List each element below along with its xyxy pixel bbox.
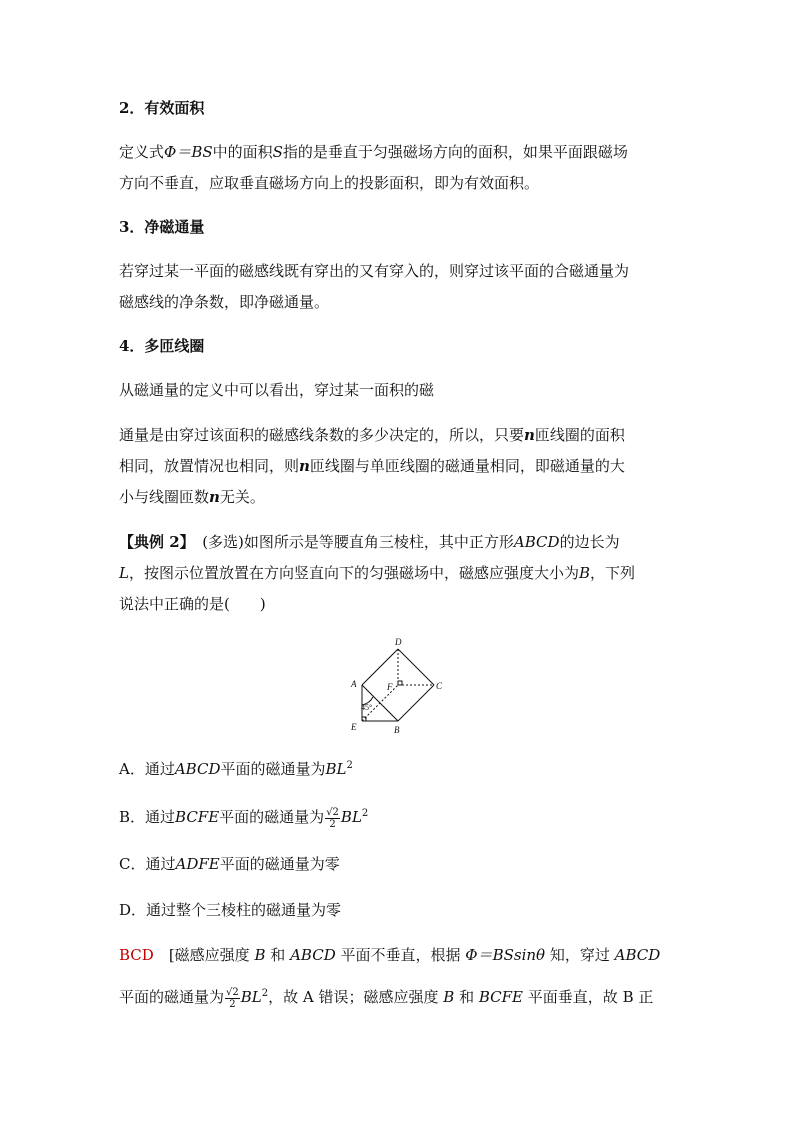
option-b: B．通过BCFE平面的磁通量为 $\frac{√2}{2}$ $BL^2$ xyxy=(119,806,369,830)
heading-effective-area: 2．有效面积 xyxy=(119,99,205,117)
label-e: E xyxy=(351,722,357,732)
heading-net-flux: 3．净磁通量 xyxy=(119,218,205,236)
example-line2: L，按图示位置放置在方向竖直向下的匀强磁场中，磁感应强度大小为B，下列 xyxy=(119,564,636,582)
answer-line1: BCD [磁感应强度 B 和 ABCD 平面不垂直，根据 Φ＝BSsinθ 知，穿过 ABCD xyxy=(119,946,661,964)
paragraph-effective-area-line1: 定义式Φ＝BS中的面积S指的是垂直于匀强磁场方向的面积，如果平面跟磁场 xyxy=(119,143,628,161)
paragraph-multi-turn-line4: 小与线圈匝数n无关。 xyxy=(119,488,265,506)
right-angle-mark-f xyxy=(398,681,402,685)
heading-multi-turn-coil: 4．多匝线圈 xyxy=(119,337,205,355)
label-f: F xyxy=(387,682,393,692)
paragraph-effective-area-line2: 方向不垂直，应取垂直磁场方向上的投影面积，即为有效面积。 xyxy=(119,174,540,192)
option-d: D．通过整个三棱柱的磁通量为零 xyxy=(119,901,342,919)
answer-key: BCD xyxy=(119,946,154,964)
label-a: A xyxy=(351,679,357,689)
example-line1: 【典例 2】 (多选)如图所示是等腰直角三棱柱，其中正方形ABCD的边长为 xyxy=(119,533,620,551)
triangular-prism-figure xyxy=(338,633,450,739)
label-angle-45: 45° xyxy=(361,703,373,712)
label-c: C xyxy=(436,681,443,691)
fraction-sqrt2-over-2: $\frac{√2}{2}$ xyxy=(326,806,339,830)
option-c: C．通过ADFE平面的磁通量为零 xyxy=(119,855,340,873)
paragraph-multi-turn-line1: 从磁通量的定义中可以看出，穿过某一面积的磁 xyxy=(119,381,435,399)
edge-dc xyxy=(398,649,434,685)
edge-cb xyxy=(398,685,434,721)
edge-ad xyxy=(362,649,398,685)
label-d: D xyxy=(395,637,402,647)
option-a: A．通过ABCD平面的磁通量为$BL^2$ xyxy=(119,760,353,778)
paragraph-multi-turn-line2: 通量是由穿过该面积的磁感线条数的多少决定的，所以，只要n匝线圈的面积 xyxy=(119,426,625,444)
paragraph-net-flux-line2: 磁感线的净条数，即净磁通量。 xyxy=(119,293,330,311)
answer-line2: 平面的磁通量为 $\frac{√2}{2}$ $BL^2$，故 A 错误；磁感应强度 B 和 BCFE 平面垂直，故 B 正 xyxy=(119,986,654,1010)
label-b: B xyxy=(394,725,400,735)
answer-fraction-sqrt2-over-2: $\frac{√2}{2}$ xyxy=(226,986,239,1010)
paragraph-net-flux-line1: 若穿过某一平面的磁感线既有穿出的又有穿入的，则穿过该平面的合磁通量为 xyxy=(119,262,630,280)
example-line3: 说法中正确的是( ) xyxy=(119,595,266,613)
paragraph-multi-turn-line3: 相同，放置情况也相同，则n匝线圈与单匝线圈的磁通量相同，即磁通量的大 xyxy=(119,457,625,475)
